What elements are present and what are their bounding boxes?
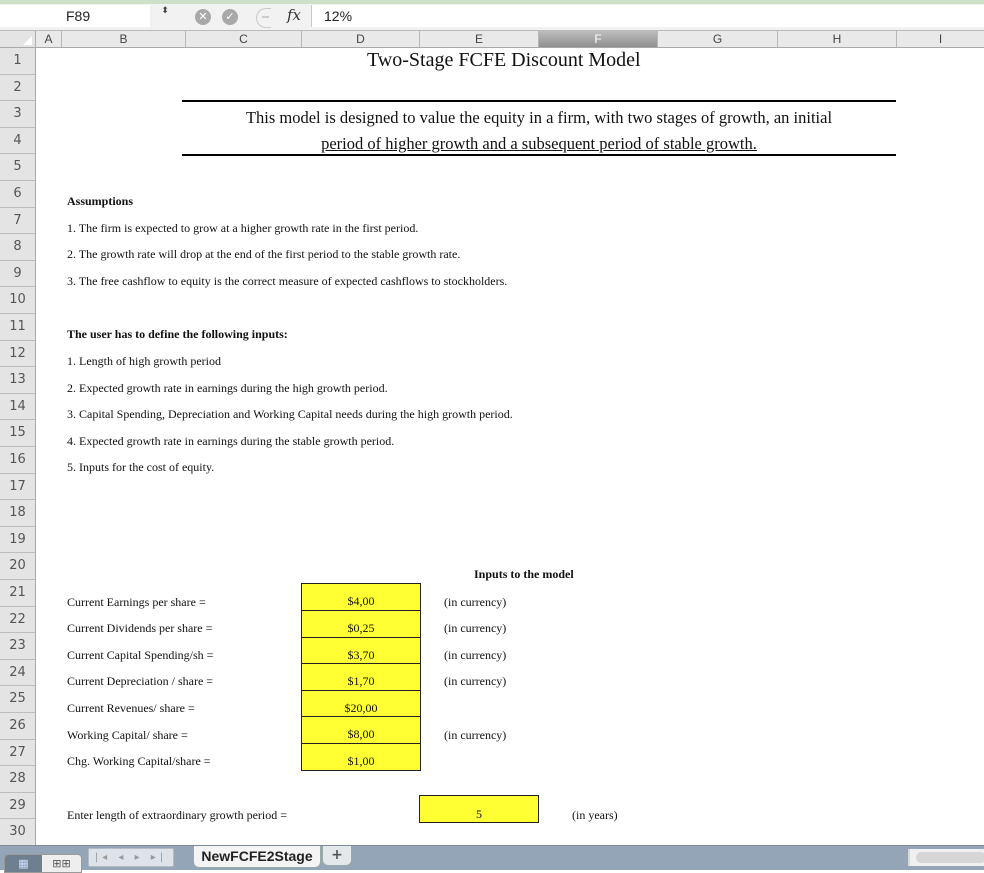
horizontal-scrollbar[interactable] [908,849,984,866]
column-header-b[interactable]: B [62,31,186,47]
description-line-2: period of higher growth and a subsequent period of stable growth. [321,134,757,153]
input-item-3: 3. Capital Spending, Depreciation and Working Capital needs during the high growth period. [67,407,513,421]
input-item-5: 5. Inputs for the cost of equity. [67,460,215,474]
row-header-25[interactable]: 25 [0,686,35,713]
row-header-15[interactable]: 15 [0,420,35,447]
formula-dash-icon [262,16,269,18]
input-value-depreciation[interactable]: $1,70 [301,663,421,691]
row-header-29[interactable]: 29 [0,793,35,820]
column-header-a[interactable]: A [36,31,62,47]
input-value-working-capital[interactable]: $8,00 [301,716,421,744]
input-value-chg-working-capital[interactable]: $1,00 [301,743,421,771]
formula-paren-icon [256,8,271,28]
sheet-title: Two-Stage FCFE Discount Model [367,49,641,71]
row-header-23[interactable]: 23 [0,633,35,660]
growth-period-label: Enter length of extraordinary growth period = [67,808,288,822]
input-label-capex: Current Capital Spending/sh = [67,648,214,662]
input-value-revenues[interactable]: $20,00 [301,690,421,718]
row-header-8[interactable]: 8 [0,234,35,261]
row-header-28[interactable]: 28 [0,766,35,793]
input-unit-dps: (in currency) [444,621,507,635]
input-unit-eps: (in currency) [444,595,507,609]
input-label-dps: Current Dividends per share = [67,621,213,635]
inputs-table-heading: Inputs to the model [474,567,574,581]
row-header-30[interactable]: 30 [0,819,35,845]
input-value-eps[interactable]: $4,00 [301,583,421,611]
row-headers [0,48,36,845]
column-header-d[interactable]: D [302,31,420,47]
row-header-10[interactable]: 10 [0,287,35,314]
insert-function-icon[interactable]: fx [287,6,302,24]
confirm-icon[interactable]: ✓ [222,9,238,25]
row-header-20[interactable]: 20 [0,553,35,580]
input-item-4: 4. Expected growth rate in earnings during the stable growth period. [67,434,395,448]
sheet-nav-arrows-icon[interactable]: |◂ ◂ ▸ ▸| [88,848,174,867]
growth-period-unit: (in years) [572,808,618,822]
select-all-corner[interactable] [0,31,36,47]
row-header-22[interactable]: 22 [0,607,35,634]
input-value-dps[interactable]: $0,25 [301,610,421,638]
input-label-eps: Current Earnings per share = [67,595,206,609]
sheet-tab-bar [0,845,984,870]
select-all-icon [23,36,32,45]
formula-input[interactable]: 12% [311,5,984,27]
inputs-heading: The user has to define the following inputs: [67,327,288,341]
name-box[interactable]: F89 [0,5,150,27]
input-item-1: 1. Length of high growth period [67,354,221,368]
column-header-h[interactable]: H [778,31,897,47]
input-label-chg-working-capital: Chg. Working Capital/share = [67,754,211,768]
assumption-1: 1. The firm is expected to grow at a higher growth rate in the first period. [67,221,419,235]
growth-period-value[interactable]: 5 [419,795,539,823]
row-header-21[interactable]: 21 [0,580,35,607]
row-header-14[interactable]: 14 [0,394,35,421]
row-header-9[interactable]: 9 [0,261,35,288]
row-header-16[interactable]: 16 [0,447,35,474]
name-box-stepper-icon[interactable]: ⬍ [161,6,169,16]
input-unit-capex: (in currency) [444,648,507,662]
input-label-working-capital: Working Capital/ share = [67,728,188,742]
column-header-g[interactable]: G [658,31,778,47]
input-item-2: 2. Expected growth rate in earnings during the high growth period. [67,381,388,395]
row-header-1[interactable]: 1 [0,48,35,75]
input-label-depreciation: Current Depreciation / share = [67,674,214,688]
input-unit-working-capital: (in currency) [444,728,507,742]
assumption-2: 2. The growth rate will drop at the end of the first period to the stable growth rate. [67,247,461,261]
row-header-17[interactable]: 17 [0,474,35,501]
description-top-rule [182,100,896,102]
cancel-icon[interactable]: ✕ [195,9,211,25]
row-header-7[interactable]: 7 [0,208,35,235]
row-header-19[interactable]: 19 [0,527,35,554]
row-header-18[interactable]: 18 [0,500,35,527]
normal-view-icon[interactable]: ▦ [5,855,42,872]
row-header-4[interactable]: 4 [0,128,35,155]
column-header-e[interactable]: E [420,31,539,47]
add-sheet-button[interactable]: + [322,846,352,866]
description-bottom-rule [182,154,896,156]
row-header-3[interactable]: 3 [0,101,35,128]
input-unit-depreciation: (in currency) [444,674,507,688]
formula-bar [0,4,984,31]
sheet-tab-newfcfe2stage[interactable]: NewFCFE2Stage [193,846,321,868]
input-value-capex[interactable]: $3,70 [301,637,421,665]
page-layout-view-icon[interactable]: ⊞⊞ [52,857,71,870]
column-headers [0,31,984,48]
row-header-5[interactable]: 5 [0,154,35,181]
row-header-26[interactable]: 26 [0,713,35,740]
row-header-27[interactable]: 27 [0,740,35,767]
row-header-6[interactable]: 6 [0,181,35,208]
column-header-c[interactable]: C [186,31,302,47]
row-header-2[interactable]: 2 [0,75,35,102]
view-buttons [4,854,82,873]
description-line-1: This model is designed to value the equity in a firm, with two stages of growth, an initial [245,108,833,127]
scrollbar-thumb[interactable] [916,852,984,863]
column-header-f[interactable]: F [539,31,658,47]
row-header-12[interactable]: 12 [0,341,35,368]
row-header-13[interactable]: 13 [0,367,35,394]
input-label-revenues: Current Revenues/ share = [67,701,195,715]
assumptions-heading: Assumptions [67,194,134,208]
row-header-11[interactable]: 11 [0,314,35,341]
row-header-24[interactable]: 24 [0,660,35,687]
column-header-i[interactable]: I [938,32,943,46]
assumption-3: 3. The free cashflow to equity is the correct measure of expected cashflows to stockholders. [67,274,508,288]
